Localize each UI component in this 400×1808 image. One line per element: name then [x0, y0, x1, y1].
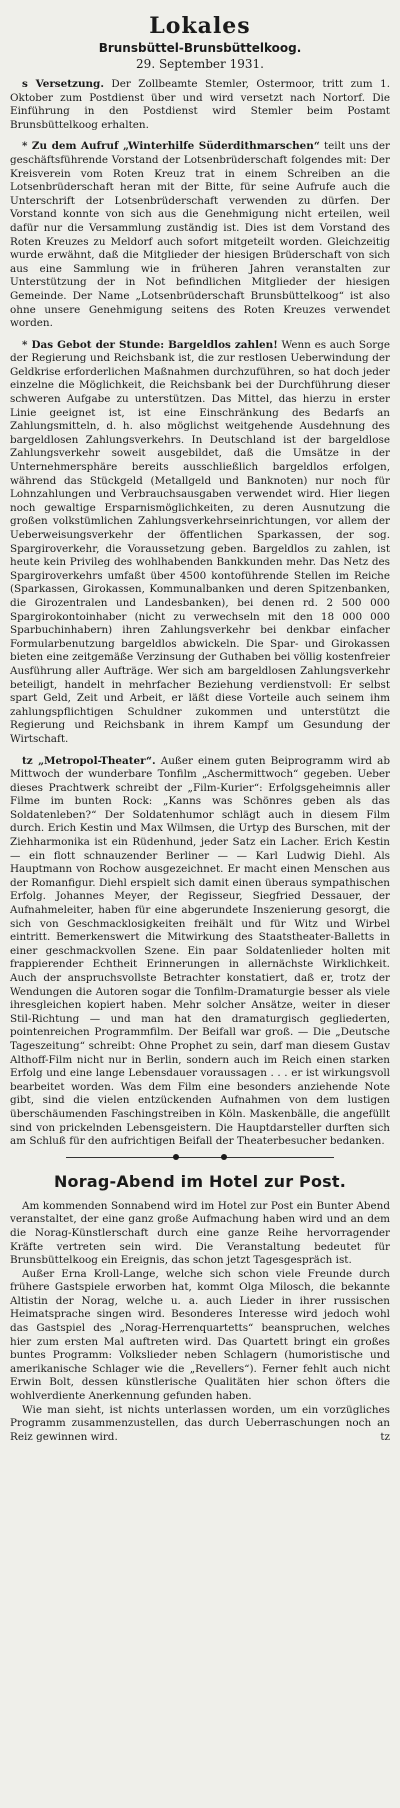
feature-paragraph: Am kommenden Sonnabend wird im Hotel zur Post ein Bunter Abend veranstaltet, der eine ganz große Aufmachung haben wird und an dem die Norag-Künstlerschaft durch eine ganze Reihe hervorragender Kräfte vertreten sein wird. Die Veranstaltung bedeutet für Brunsbüttelkoog ein Ereignis, das schon jetzt Tagesgespräch ist.: [10, 1199, 390, 1267]
article-norag-abend: [10, 1200, 390, 1445]
article-lead: s Versetzung.: [22, 78, 104, 90]
location-line: Brunsbüttel-Brunsbüttelkoog.: [98, 41, 302, 55]
article-lead: * Das Gebot der Stunde: Bargeldlos zahlen!: [22, 338, 278, 351]
article-body: Der Zollbeamte Stemler, Ostermoor, tritt zum 1. Oktober zum Postdienst über und wird versetzt nach Nortorf. Die Einführung in den Postdienst wird Stemler beim Postamt Brunsbüttelkoog erhalten.: [10, 78, 391, 131]
divider-dot: [221, 1154, 227, 1160]
date-line: 29. September 1931.: [136, 57, 264, 71]
article-body: Außer einem guten Beiprogramm wird ab Mittwoch der wunderbare Tonfilm „Aschermittwoch“ gegeben. Ueber dieses Prachtwerk schreibt der „Film-Kurier“: Erfolgsgeheimnis aller Filme im bunten Rock: „Kanns was Schönres geben als das Soldatenleben?“ Der Soldatenhumor schlägt auch in diesem Film durch. Erich Kestin und Max Wilmsen, die Urtyp des Burschen, mit der Ziehharmonika ist ein Rüdenhund, jeder Satz ein Lacher. Erich Kestin — ein flott schnauzender Berliner — — Karl Ludwig Diehl. Als Hauptmann von Rochow ausgezeichnet. Er macht einen Menschen aus der Romanfigur. Diehl erspielt sich damit einen überaus sympathischen Erfolg. Johannes Meyer, der Regisseur, Siegfried Dessauer, der Aufnahmeleiter, haben für eine abgerundete Inszenierung gesorgt, die sich von Geschmacklosigkeiten freihält und für Witz und Wirbel eintritt. Bemerkenswert die Mitwirkung des Staatstheater-Balletts in einer geschmackvollen Szene. Ein paar Soldatenlieder holten mit frappierender Echtheit Erinnerungen in allernächste Wirklichkeit. Auch der anspruchsvollste Betrachter konstatiert, daß er, trotz der Wendungen die Autoren sogar die Tonfilm-Dramaturgie besser als viele ihresgleichen kopiert haben. Mehr solcher Ansätze, weiter in dieser Stil-Richtung — und man hat den dramaturgisch gegliederten, pointenreichen Programmfilm. Der Beifall war groß. — Die „Deutsche Tageszeitung“ schreibt: Ohne Prophet zu sein, darf man diesem Gustav Althoff-Film nicht nur in Berlin, sondern auch im Reich einen starken Erfolg und eine lange Lebensdauer voraussagen . . . er ist wirkungsvoll bearbeitet worden. Was dem Film eine besonders anziehende Note gibt, sind die vielen entzückenden Aufnahmen von dem lustigen überschäumenden Faschingstreiben in Köln. Maskenbälle, die angefüllt sind von prickelnden Lebensgeistern. Die Hauptdarsteller durften sich am Schluß für den aufrichtigen Beifall der Theaterbesucher bedanken.: [10, 754, 390, 1148]
feature-paragraph: Außer Erna Kroll-Lange, welche sich schon viele Freunde durch frühere Gastspiele erworben hat, kommt Olga Milosch, die bekannte Altistin der Norag, welche u. a. auch Lieder in ihrer russischen Heimatsprache singen wird. Besonderes Interesse wird jedoch wohl das Gastspiel des „Norag-Herrenquartetts“ beanspruchen, welches hier zum ersten Mal auftreten wird. Das Quartett bringt ein großes buntes Programm: Volkslieder neben Schlagern (humoristische und amerikanische Schlager wie die „Revellers“). Ferner fehlt auch nicht Erwin Bolt, dessen künstlerische Qualitäten hier schon öfters die wohlverdiente Anerkennung gefunden haben.: [10, 1267, 390, 1403]
article-versetzung: [10, 78, 390, 132]
article-body: teilt uns der geschäftsführende Vorstand der Lotsenbrüderschaft folgendes mit: Der Kreisverein vom Roten Kreuz trat in einem Schreiben an die Lotsenbrüderschaft heran mit der Bitte, für seine Aufrufe auch die Unterschrift der Lotsenbrüderschaft verwenden zu dürfen. Der Vorstand konnte von sich aus die Genehmigung nicht erteilen, weil dafür nur die Versammlung zuständig ist. Dies ist dem Vorstand des Roten Kreuzes zu Meldorf auch sofort mitgeteilt worden. Gleichzeitig wurde erwähnt, daß die Mitglieder der hiesigen Brüderschaft von sich aus eine Sammlung wie in früheren Jahren veranstalten zur Unterstützung der in Not befindlichen Mitglieder der hiesigen Gemeinde. Der Name „Lotsenbrüderschaft Brunsbüttelkoog“ ist also ohne unsere Genehmigung seitens des Roten Kreuzes verwendet worden.: [10, 140, 390, 330]
article-winterhilfe: [10, 140, 390, 330]
article-body: Wenn es auch Sorge der Regierung und Reichsbank ist, die zur restlosen Ueberwindung der Geldkrise erforderlichen Maßnahmen durchzuführen, so hat doch jeder einzelne die Möglichkeit, die Reichsbank bei der Durchführung dieser schweren Aufgabe zu unterstützen. Das Mittel, das hierzu in erster Linie geeignet ist, ist eine Einschränkung des Bedarfs an Zahlungsmitteln, d. h. also möglichst weitgehende Ausdehnung des bargeldlosen Zahlungsverkehrs. In Deutschland ist der bargeldlose Zahlungsverkehr soweit ausgebildet, daß die Umsätze in der Unternehmersphäre bereits ausschließlich bargeldlos erfolgen, während das Stückgeld (Metallgeld und Banknoten) nur noch für Lohnzahlungen und Verbrauchsausgaben verwendet wird. Hier liegen noch gewaltige Ersparnismöglichkeiten, zu deren Ausnutzung die großen volkstümlichen Zahlungsverkehrseinrichtungen, vor allem der Ueberweisungsverkehr der öffentlichen Sparkassen, der sog. Spargiroverkehr, die Voraussetzung geben. Bargeldlos zu zahlen, ist heute kein Privileg des wohlhabenden Bankkunden mehr. Das Netz des Spargiroverkehrs umfaßt über 4500 kontoführende Stellen im Reiche (Sparkassen, Girokassen, Kommunalbanken und deren Spitzenbanken, die Girozentralen und Landesbanken), bei denen rd. 2 500 000 Spargirokontoinhaber (nicht zu verwechseln mit den 18 000 000 Sparbuchinhabern) ihren Zahlungsverkehr bei denkbar einfacher Formularbenutzung bargeldlos abwickeln. Die Spar- und Girokassen bieten eine zeitgemäße Verzinsung der Guthaben bei völlig kostenfreier Ausführung aller Aufträge. Wer sich am bargeldlosen Zahlungsverkehr beteiligt, handelt in mehrfacher Beziehung verdienstvoll: Er selbst spart Geld, Zeit und Arbeit, er läßt diese Vorteile auch seinem ihm zahlungspflichtigen Schuldner zukommen und unterstützt die Regierung und Reichsbank in ihrem Kampf um Gesundung der Wirtschaft.: [10, 338, 391, 745]
feature-headline: Norag-Abend im Hotel zur Post.: [53, 1171, 347, 1191]
article-lead: tz „Metropol-Theater“.: [22, 754, 156, 767]
article-lead: * Zu dem Aufruf „Winterhilfe Süderdithmarschen“: [22, 140, 320, 153]
divider-dot: [173, 1154, 179, 1160]
feature-signature: tz: [380, 1430, 390, 1443]
article-bargeldlos: [10, 339, 390, 747]
section-divider: [66, 1157, 334, 1158]
feature-paragraph: Wie man sieht, ist nichts unterlassen worden, um ein vorzügliches Programm zusammenzustellen, das durch Ueberraschungen noch an Reiz gewinnen wird.: [10, 1403, 390, 1443]
article-metropol-theater: [10, 755, 390, 1149]
section-masthead: Lokales: [149, 13, 251, 39]
